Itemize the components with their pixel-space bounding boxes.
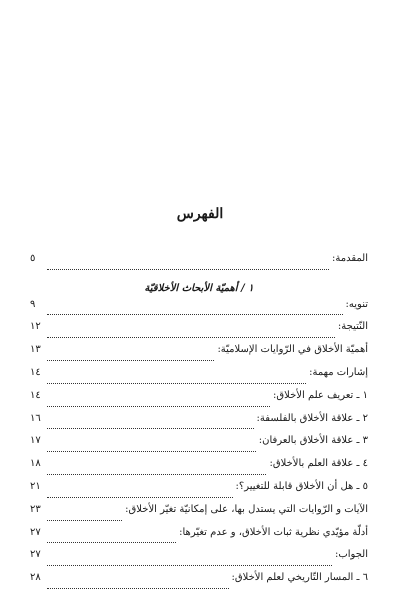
toc-entry bbox=[30, 413, 368, 436]
toc-entry bbox=[30, 344, 368, 367]
toc-entry-label: ٥ ـ هل أن الأخلاق قابلة للتغيير؟: bbox=[235, 480, 368, 492]
toc-entry bbox=[30, 504, 368, 527]
toc-entry bbox=[30, 549, 368, 572]
toc-entry-label: ٤ ـ علاقة العلم بالأخلاق: bbox=[269, 458, 368, 470]
toc-entry-label: ٦ ـ المسار التّاريخي لعلم الأخلاق: bbox=[231, 572, 368, 584]
dot-leader bbox=[47, 557, 332, 566]
toc-entry-page: ٢٧ bbox=[30, 549, 41, 561]
toc-entry-label: الآيات و الرّوايات التي يستدل بها، على إمكانيّة تغيّر الأخلاق: bbox=[125, 503, 368, 515]
page-title: الفهرس bbox=[176, 206, 224, 222]
toc-entry-label: ٢ ـ علاقة الأخلاق بالفلسفة: bbox=[256, 412, 368, 424]
toc-entry-page: ١٧ bbox=[30, 435, 41, 447]
toc-entry bbox=[30, 253, 368, 276]
toc-entry-page: ٢٣ bbox=[30, 503, 41, 515]
dot-leader bbox=[47, 352, 214, 361]
dot-leader bbox=[47, 466, 266, 475]
toc-entry-page: ٩ bbox=[30, 298, 36, 310]
toc-section-heading: ١ / أهميّة الأبحاث الأخلاقيّة bbox=[144, 282, 254, 294]
toc-entry-page: ١٨ bbox=[30, 458, 41, 470]
dot-leader bbox=[47, 329, 335, 338]
toc-entry-page: ٢٧ bbox=[30, 526, 41, 538]
toc-entry bbox=[30, 527, 368, 550]
toc-entry-page: ١٤ bbox=[30, 389, 41, 401]
toc-entry-label: إشارات مهمة: bbox=[309, 366, 368, 378]
toc-entry-label: الجواب: bbox=[334, 549, 368, 561]
toc-entry-page: ١٦ bbox=[30, 412, 41, 424]
dot-leader bbox=[47, 443, 256, 452]
table-of-contents bbox=[30, 253, 368, 595]
dot-leader bbox=[47, 534, 176, 543]
toc-entry-page: ٢٨ bbox=[30, 572, 41, 584]
toc-entry-page: ١٤ bbox=[30, 366, 41, 378]
dot-leader bbox=[47, 306, 343, 315]
toc-entry-page: ٢١ bbox=[30, 480, 41, 492]
dot-leader bbox=[47, 580, 229, 589]
toc-entry-label: النّتيجة: bbox=[337, 321, 368, 333]
toc-entry-label: المقدمة: bbox=[331, 253, 368, 264]
toc-entry bbox=[30, 572, 368, 595]
toc-entry-label: أدلّة مؤيّدي نظرية ثبات الأخلاق، و عدم تغيّرها: bbox=[179, 526, 368, 538]
dot-leader bbox=[47, 512, 122, 521]
toc-entry bbox=[30, 435, 368, 458]
toc-entry-page: ١٢ bbox=[30, 321, 41, 333]
toc-entry-label: ١ ـ تعريف علم الأخلاق: bbox=[273, 389, 368, 401]
toc-entry-label: أهميّة الأخلاق في الرّوايات الإسلاميّة: bbox=[217, 344, 368, 356]
toc-entry bbox=[30, 458, 368, 481]
toc-entry-label: ٣ ـ علاقة الأخلاق بالعرفان: bbox=[258, 435, 368, 447]
toc-entry bbox=[30, 390, 368, 413]
toc-entry-page: ١٣ bbox=[30, 344, 41, 356]
dot-leader bbox=[47, 375, 306, 384]
dot-leader bbox=[47, 420, 254, 429]
toc-entry-page: ٥ bbox=[30, 253, 36, 264]
dot-leader bbox=[47, 398, 270, 407]
toc-entry bbox=[30, 367, 368, 390]
toc-entry-label: تنويه: bbox=[345, 298, 368, 310]
toc-entry bbox=[30, 299, 368, 322]
dot-leader bbox=[47, 261, 329, 270]
toc-entry bbox=[30, 481, 368, 504]
toc-entry bbox=[30, 321, 368, 344]
dot-leader bbox=[47, 489, 233, 498]
